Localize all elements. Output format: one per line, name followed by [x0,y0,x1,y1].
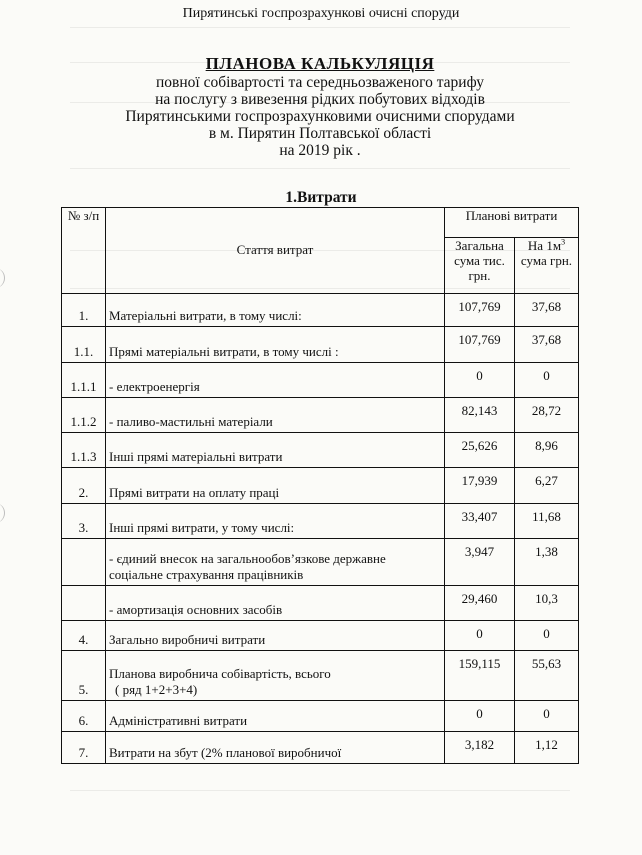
row-article-text: Адміністративні витрати [109,713,248,728]
table-row [62,327,579,363]
header-per-unit [514,238,578,294]
row-article [106,701,445,732]
row-number: 4. [62,621,106,651]
bleed-line [70,790,570,791]
table-row [62,504,579,539]
punch-hole-mark [0,268,5,288]
row-article-text: Інші прямі витрати, у тому числі: [109,520,295,535]
row-per-unit: 1,12 [514,732,578,764]
row-article [106,363,445,398]
row-article [106,294,445,327]
punch-hole-mark [0,503,5,523]
table-row [62,701,579,732]
row-per-unit: 0 [514,701,578,732]
row-article-text: - електроенергія [109,379,200,394]
header-per-unit-rest: сума грн. [520,253,573,268]
row-article-text: Прямі матеріальні витрати, в тому числі : [109,344,339,359]
cost-table [61,207,579,764]
row-number: 2. [62,468,106,504]
subtitle-line: на послугу з вивезення рідких побутових відходів [155,91,485,108]
row-total: 159,115 [444,651,514,701]
row-article [106,398,445,433]
row-per-unit: 1,38 [514,539,578,586]
table-row [62,651,579,701]
row-number: 1.1.2 [62,398,106,433]
header-planned: Планові витрати [444,208,578,238]
row-number: 1.1.3 [62,433,106,468]
row-per-unit: 55,63 [514,651,578,701]
table-row [62,621,579,651]
row-number: 1. [62,294,106,327]
bleed-line [70,27,570,28]
row-article [106,586,445,621]
table-row [62,363,579,398]
organization-header: Пирятинські госпрозрахункові очисні споруди [182,6,460,21]
row-per-unit: 28,72 [514,398,578,433]
table-row [62,586,579,621]
row-per-unit: 0 [514,363,578,398]
row-number: 7. [62,732,106,764]
table-row [62,539,579,586]
table-row [62,433,579,468]
section-title: 1.Витрати [285,189,357,206]
row-number: 3. [62,504,106,539]
row-total: 0 [444,621,514,651]
row-total: 25,626 [444,433,514,468]
header-per-unit-prefix: На 1м [527,238,562,253]
row-number: 1.1. [62,327,106,363]
row-article-text: Планова виробнича собівартість, всього [109,666,331,681]
row-article-note: ( ряд 1+2+3+4) [115,682,198,697]
table-row [62,398,579,433]
row-per-unit: 10,3 [514,586,578,621]
row-total: 0 [444,701,514,732]
row-article [106,732,445,764]
row-per-unit: 6,27 [514,468,578,504]
header-num: № з/п [62,208,106,294]
row-per-unit: 11,68 [514,504,578,539]
row-per-unit: 37,68 [514,294,578,327]
title-block [60,54,580,159]
row-article-text: Загально виробничі витрати [109,632,266,647]
row-number: 5. [62,651,106,701]
row-article-text: Матеріальні витрати, в тому числі: [109,308,302,323]
row-per-unit: 0 [514,621,578,651]
row-number: 1.1.1 [62,363,106,398]
row-article [106,468,445,504]
row-article [106,433,445,468]
subtitle-line: на 2019 рік . [279,142,361,159]
row-article-text: Інші прямі матеріальні витрати [109,449,283,464]
document-title: ПЛАНОВА КАЛЬКУЛЯЦІЯ [205,54,435,73]
table-row [62,294,579,327]
header-per-unit-sup: 3 [561,237,566,247]
row-article [106,539,445,586]
row-total: 3,947 [444,539,514,586]
row-total: 33,407 [444,504,514,539]
row-article-text: Витрати на збут (2% планової виробничої [109,745,342,760]
header-article: Стаття витрат [106,208,445,294]
row-article [106,651,445,701]
table-row [62,732,579,764]
row-article-text: - єдиний внесок на загальнообов’язкове державне соціальне страхування працівників [109,551,386,582]
row-total: 82,143 [444,398,514,433]
header-total: Загальна сума тис. грн. [444,238,514,294]
row-total: 17,939 [444,468,514,504]
row-number [62,586,106,621]
row-article [106,504,445,539]
row-article [106,621,445,651]
row-total: 107,769 [444,327,514,363]
row-number [62,539,106,586]
row-total: 107,769 [444,294,514,327]
subtitle-line: повної собівартості та середньозваженого тарифу [155,74,485,91]
row-article-text: Прямі витрати на оплату праці [109,485,280,500]
row-article-text: - паливо-мастильні матеріали [109,414,273,429]
row-article-text: - амортизація основних засобів [109,602,283,617]
subtitle-line: в м. Пирятин Полтавської області [208,125,432,142]
subtitle-line: Пирятинськими госпрозрахунковими очисними спорудами [125,108,515,125]
row-per-unit: 8,96 [514,433,578,468]
table-row [62,468,579,504]
row-total: 0 [444,363,514,398]
bleed-line [70,168,570,169]
row-number: 6. [62,701,106,732]
row-total: 3,182 [444,732,514,764]
row-total: 29,460 [444,586,514,621]
row-per-unit: 37,68 [514,327,578,363]
row-article [106,327,445,363]
